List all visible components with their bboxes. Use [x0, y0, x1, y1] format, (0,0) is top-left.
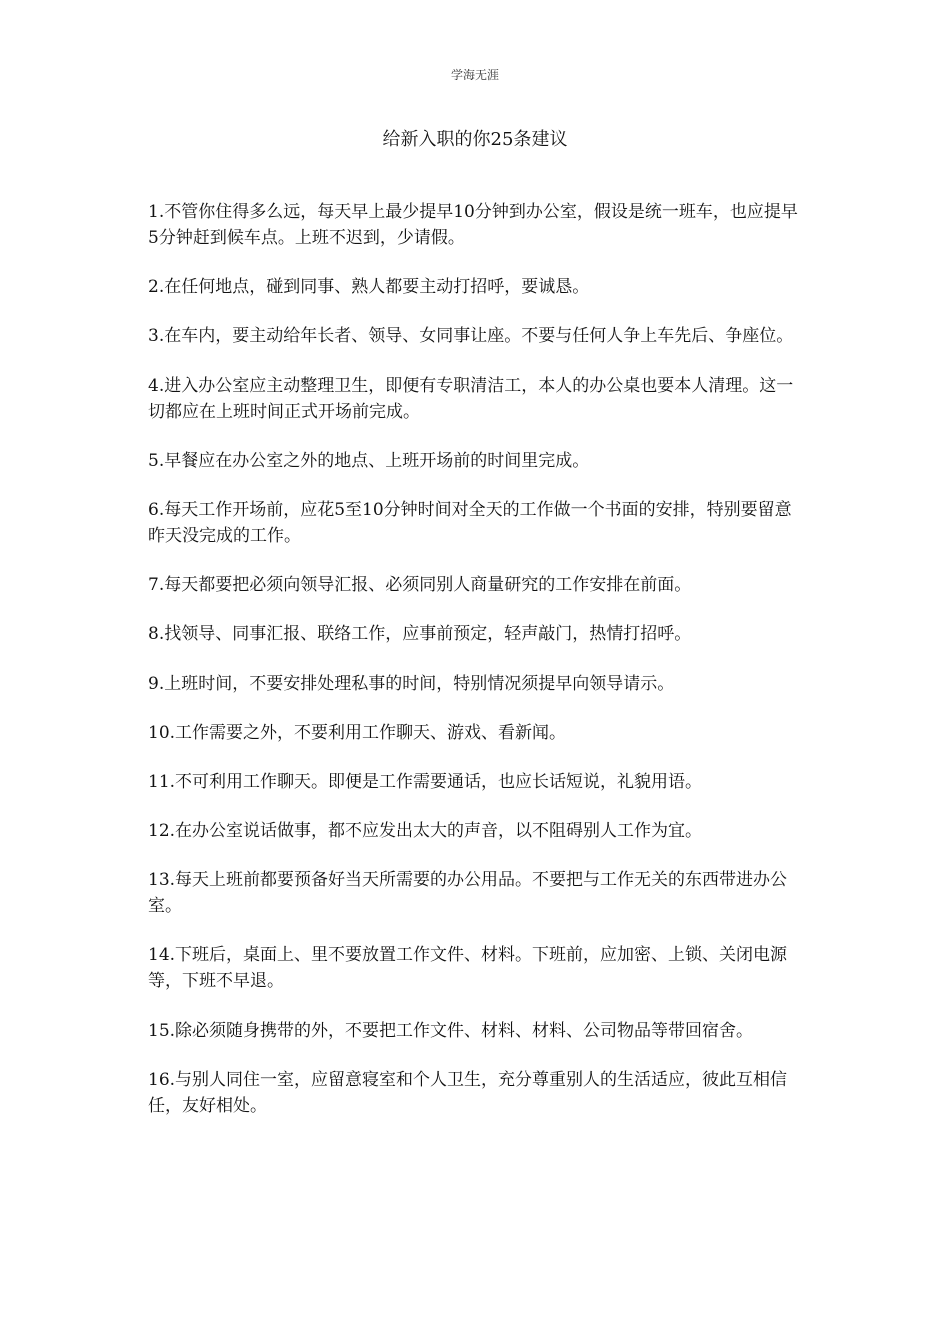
- advice-item: 8.找领导、同事汇报、联络工作，应事前预定，轻声敲门，热情打招呼。: [148, 624, 692, 645]
- advice-item: 15.除必须随身携带的外，不要把工作文件、材料、材料、公司物品等带回宿舍。: [148, 1020, 754, 1041]
- advice-item: 11.不可利用工作聊天。即便是工作需要通话，也应长话短说，礼貌用语。: [148, 771, 703, 792]
- advice-item: 16.与别人同住一室，应留意寝室和个人卫生，充分尊重别人的生活适应，彼此互相信任，友好相处。: [148, 1069, 788, 1116]
- advice-item: 9.上班时间，不要安排处理私事的时间，特别情况须提早向领导请示。: [148, 673, 675, 694]
- advice-item: 14.下班后，桌面上、里不要放置工作文件、材料。下班前，应加密、上锁、关闭电源等，下班不早退。: [148, 945, 788, 992]
- advice-item: 1.不管你住得多么远，每天早上最少提早10分钟到办公室，假设是统一班车，也应提早5分钟赶到候车点。上班不迟到，少请假。: [148, 202, 798, 248]
- page-header: 学海无涯: [450, 68, 499, 82]
- advice-item: 5.早餐应在办公室之外的地点、上班开场前的时间里完成。: [148, 450, 590, 471]
- advice-item: 12.在办公室说话做事，都不应发出太大的声音，以不阻碍别人工作为宜。: [148, 821, 703, 842]
- advice-item: 7.每天都要把必须向领导汇报、必须同别人商量研究的工作安排在前面。: [148, 575, 692, 596]
- advice-list: [148, 199, 808, 1142]
- advice-item: 3.在车内，要主动给年长者、领导、女同事让座。不要与任何人争上车先后、争座位。: [148, 326, 794, 347]
- advice-item: 4.进入办公室应主动整理卫生，即便有专职清洁工，本人的办公桌也要本人清理。这一切都应在上班时间正式开场前完成。: [148, 375, 794, 422]
- advice-item: 6.每天工作开场前，应花5至10分钟时间对全天的工作做一个书面的安排，特别要留意昨天没完成的工作。: [148, 499, 792, 546]
- advice-item: 10.工作需要之外，不要利用工作聊天、游戏、看新闻。: [148, 722, 567, 743]
- advice-item: 2.在任何地点，碰到同事、熟人都要主动打招呼，要诚恳。: [148, 277, 590, 298]
- document-title: 给新入职的你25条建议: [382, 129, 568, 150]
- advice-item: 13.每天上班前都要预备好当天所需要的办公用品。不要把与工作无关的东西带进办公室。: [148, 870, 788, 917]
